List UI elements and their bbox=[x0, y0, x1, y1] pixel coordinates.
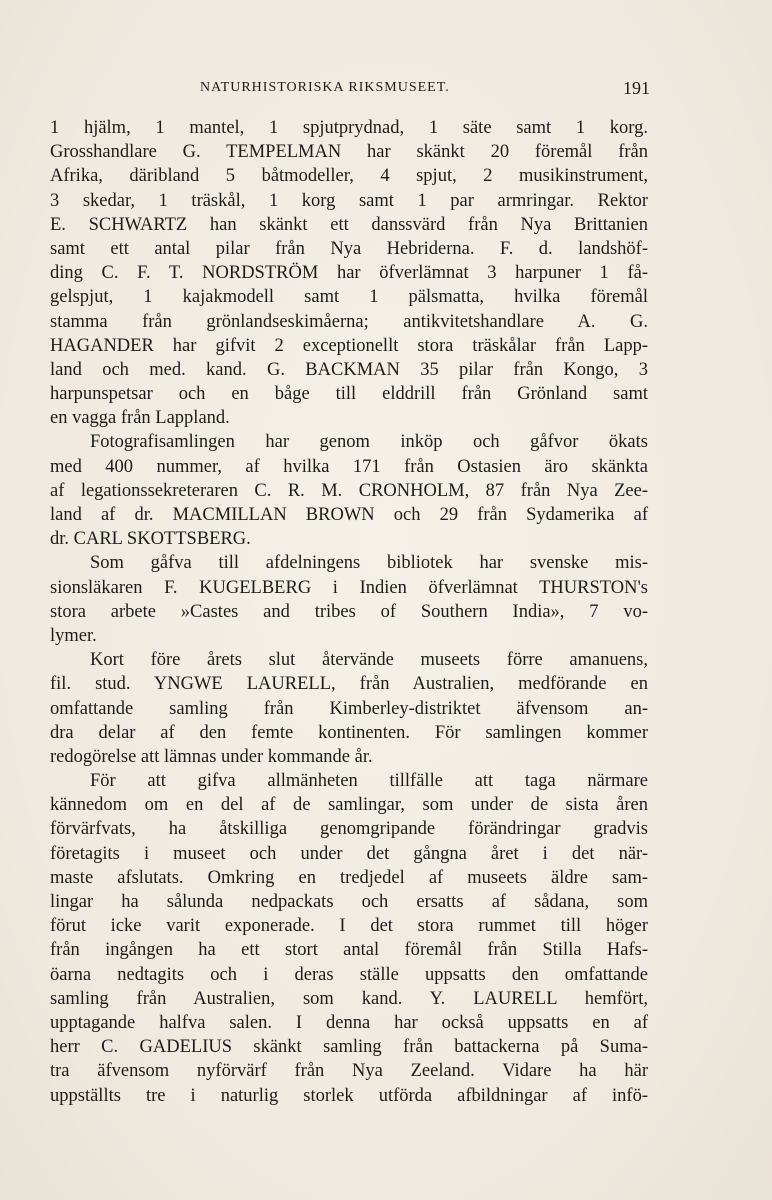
text-line: samling från Australien, som kand. Y. LAURELL hemfört, bbox=[50, 988, 648, 1009]
text-line: sionsläkaren F. KUGELBERG i Indien öfverlämnat THURSTON's bbox=[50, 577, 648, 598]
text-line: kännedom om en del af de samlingar, som under de sista åren bbox=[50, 795, 648, 816]
text-line: HAGANDER har gifvit 2 exceptionellt stora träskålar från Lapp- bbox=[50, 335, 648, 356]
text-line: stamma från grönlandseskimåerna; antikvitetshandlare A. G. bbox=[50, 311, 648, 332]
text-line: ding C. F. T. NORDSTRÖM har öfverlämnat 3 harpuner 1 få- bbox=[50, 263, 648, 284]
text-line: upptagande halfva salen. I denna har också uppsatts en af bbox=[50, 1012, 648, 1033]
text-line: För att gifva allmänheten tillfälle att taga närmare bbox=[90, 771, 648, 792]
text-line: en vagga från Lappland. bbox=[50, 408, 230, 429]
text-line: Som gåfva till afdelningens bibliotek har svenske mis- bbox=[90, 553, 648, 574]
text-line: tra äfvensom nyförvärf från Nya Zeeland. Vidare ha här bbox=[50, 1061, 648, 1082]
text-line: lymer. bbox=[50, 625, 97, 646]
text-line: Kort före årets slut återvände museets förre amanuens, bbox=[90, 650, 648, 671]
text-line: herr C. GADELIUS skänkt samling från battackerna på Suma- bbox=[50, 1037, 648, 1058]
text-line: förut icke varit exponerade. I det stora rummet till höger bbox=[50, 916, 648, 937]
text-line: dra delar af den femte kontinenten. För samlingen kommer bbox=[50, 722, 648, 743]
text-line: lingar ha sålunda nedpackats och ersatts af sådana, som bbox=[50, 892, 648, 912]
text-line: dr. CARL SKOTTSBERG. bbox=[50, 529, 251, 550]
text-line: af legationssekreteraren C. R. M. CRONHOLM, 87 från Nya Zee- bbox=[50, 480, 648, 501]
running-head bbox=[50, 78, 650, 100]
text-line: 1 hjälm, 1 mantel, 1 spjutprydnad, 1 säte samt 1 korg. bbox=[50, 118, 648, 138]
page-number: 191 bbox=[623, 78, 650, 98]
text-line: E. SCHWARTZ han skänkt ett danssvärd från Nya Brittanien bbox=[50, 214, 648, 235]
running-title: NATURHISTORISKA RIKSMUSEET. bbox=[200, 80, 450, 95]
text-line: omfattande samling från Kimberley-distriktet äfvensom an- bbox=[50, 698, 648, 719]
text-line: med 400 nummer, af hvilka 171 från Ostasien äro skänkta bbox=[50, 456, 648, 477]
text-line: öarna nedtagits och i deras ställe uppsatts den omfattande bbox=[50, 964, 648, 985]
text-line: maste afslutats. Omkring en tredjedel af museets äldre sam- bbox=[50, 867, 648, 888]
text-line: Fotografisamlingen har genom inköp och gåfvor ökats bbox=[90, 432, 648, 453]
text-line: land och med. kand. G. BACKMAN 35 pilar från Kongo, 3 bbox=[50, 359, 648, 380]
text-line: 3 skedar, 1 träskål, 1 korg samt 1 par armringar. Rektor bbox=[50, 190, 648, 211]
text-line: förvärfvats, ha åtskilliga genomgripande förändringar gradvis bbox=[50, 819, 648, 840]
text-line: Afrika, däribland 5 båtmodeller, 4 spjut, 2 musikinstrument, bbox=[50, 166, 648, 187]
text-line: uppställts tre i naturlig storlek utförda afbildningar af infö- bbox=[50, 1085, 648, 1106]
text-line: fil. stud. YNGWE LAURELL, från Australien, medförande en bbox=[50, 674, 648, 695]
text-line: land af dr. MACMILLAN BROWN och 29 från Sydamerika af bbox=[50, 505, 648, 525]
text-line: gelspjut, 1 kajakmodell samt 1 pälsmatta, hvilka föremål bbox=[50, 287, 648, 308]
text-line: stora arbete »Castes and tribes of Southern India», 7 vo- bbox=[50, 601, 648, 622]
body-text bbox=[50, 116, 648, 1108]
text-line: redogörelse att lämnas under kommande år. bbox=[50, 746, 373, 767]
text-line: företagits i museet och under det gångna året i det när- bbox=[50, 843, 648, 864]
text-line: Grosshandlare G. TEMPELMAN har skänkt 20 föremål från bbox=[50, 142, 648, 163]
text-line: samt ett antal pilar från Nya Hebriderna. F. d. landshöf- bbox=[50, 238, 648, 259]
text-line: harpunspetsar och en båge till elddrill från Grönland samt bbox=[50, 384, 648, 405]
text-line: från ingången ha ett stort antal föremål från Stilla Hafs- bbox=[50, 940, 648, 961]
